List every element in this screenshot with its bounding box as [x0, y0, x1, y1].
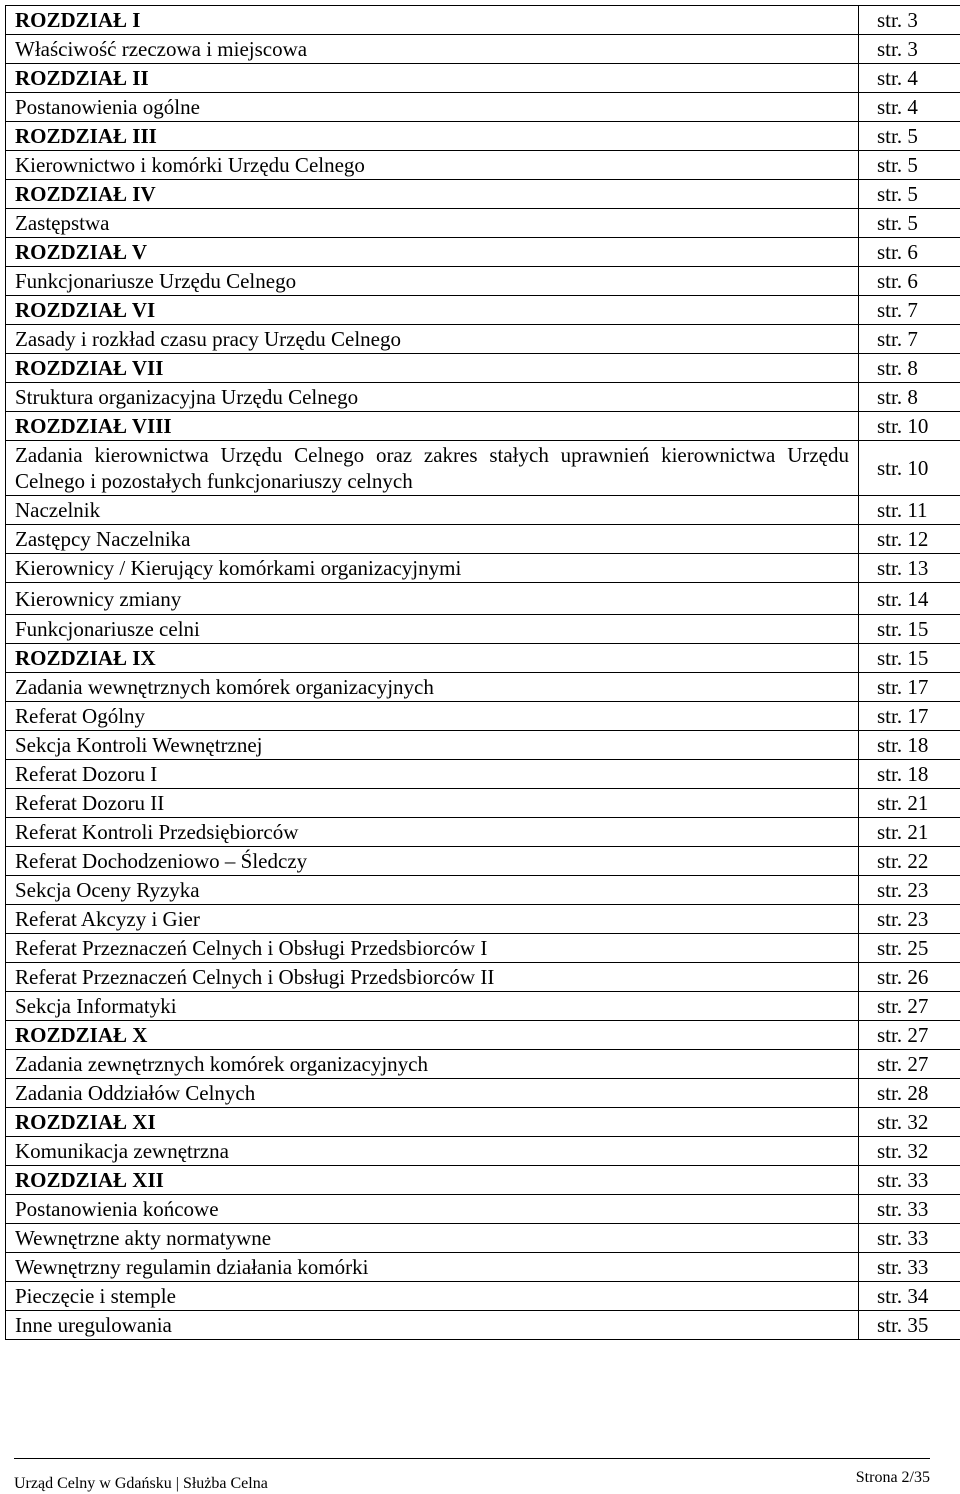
- toc-entry-page: str. 33: [859, 1253, 960, 1282]
- toc-row: [6, 876, 960, 905]
- toc-entry-title: ROZDZIAŁ III: [6, 122, 859, 151]
- toc-entry-title: Referat Dozoru I: [6, 760, 859, 789]
- toc-entry-title: Postanowienia końcowe: [6, 1195, 859, 1224]
- toc-row: [6, 702, 960, 731]
- toc-entry-page: str. 28: [859, 1079, 960, 1108]
- toc-row: [6, 325, 960, 354]
- toc-entry-page: str. 15: [859, 644, 960, 673]
- toc-row: [6, 209, 960, 238]
- toc-entry-title: ROZDZIAŁ II: [6, 64, 859, 93]
- toc-entry-title: Zastępstwa: [6, 209, 859, 238]
- toc-entry-page: str. 21: [859, 789, 960, 818]
- toc-row: [6, 1282, 960, 1311]
- toc-entry-title: Struktura organizacyjna Urzędu Celnego: [6, 383, 859, 412]
- toc-entry-page: str. 27: [859, 1021, 960, 1050]
- footer-office-name: Urząd Celny w Gdańsku | Służba Celna: [14, 1475, 268, 1492]
- toc-entry-title: ROZDZIAŁ I: [6, 6, 859, 35]
- toc-chapter-row: [6, 412, 960, 441]
- toc-row: [6, 1050, 960, 1079]
- toc-entry-page: str. 7: [859, 296, 960, 325]
- toc-entry-title: Funkcjonariusze Urzędu Celnego: [6, 267, 859, 296]
- toc-chapter-row: [6, 354, 960, 383]
- toc-entry-page: str. 34: [859, 1282, 960, 1311]
- toc-row: [6, 760, 960, 789]
- toc-body: [6, 6, 960, 1340]
- toc-entry-title: Pieczęcie i stemple: [6, 1282, 859, 1311]
- toc-entry-title: Wewnętrzne akty normatywne: [6, 1224, 859, 1253]
- toc-entry-title: ROZDZIAŁ VI: [6, 296, 859, 325]
- toc-entry-page: str. 23: [859, 905, 960, 934]
- toc-entry-page: str. 27: [859, 992, 960, 1021]
- toc-row: [6, 963, 960, 992]
- toc-row: [6, 496, 960, 525]
- toc-row: [6, 731, 960, 760]
- toc-entry-page: str. 15: [859, 615, 960, 644]
- toc-entry-page: str. 10: [859, 412, 960, 441]
- toc-row: [6, 525, 960, 554]
- toc-entry-page: str. 18: [859, 760, 960, 789]
- toc-entry-title: Referat Kontroli Przedsiębiorców: [6, 818, 859, 847]
- toc-entry-page: str. 8: [859, 383, 960, 412]
- toc-entry-title: Kierownicy / Kierujący komórkami organizacyjnymi: [6, 554, 859, 583]
- toc-entry-page: str. 5: [859, 209, 960, 238]
- toc-entry-title: ROZDZIAŁ XII: [6, 1166, 859, 1195]
- toc-chapter-row: [6, 122, 960, 151]
- toc-entry-title: Zasady i rozkład czasu pracy Urzędu Celnego: [6, 325, 859, 354]
- toc-entry-page: str. 11: [859, 496, 960, 525]
- toc-chapter-row: [6, 296, 960, 325]
- toc-entry-page: str. 5: [859, 122, 960, 151]
- toc-entry-page: str. 12: [859, 525, 960, 554]
- toc-entry-page: str. 6: [859, 267, 960, 296]
- toc-row: [6, 151, 960, 180]
- toc-entry-title: Sekcja Kontroli Wewnętrznej: [6, 731, 859, 760]
- toc-entry-title: Referat Dozoru II: [6, 789, 859, 818]
- toc-entry-page: str. 21: [859, 818, 960, 847]
- toc-chapter-row: [6, 64, 960, 93]
- toc-row: [6, 93, 960, 122]
- toc-entry-title: ROZDZIAŁ XI: [6, 1108, 859, 1137]
- toc-entry-page: str. 3: [859, 35, 960, 64]
- page-footer: [14, 1458, 930, 1492]
- footer-page-number: Strona 2/35: [855, 1469, 930, 1486]
- toc-entry-title: ROZDZIAŁ VII: [6, 354, 859, 383]
- toc-row: [6, 818, 960, 847]
- toc-entry-page: str. 8: [859, 354, 960, 383]
- toc-entry-page: str. 18: [859, 731, 960, 760]
- toc-entry-title: Sekcja Oceny Ryzyka: [6, 876, 859, 905]
- toc-entry-page: str. 5: [859, 180, 960, 209]
- toc-row: [6, 583, 960, 615]
- toc-entry-title: Kierownicy zmiany: [6, 583, 859, 615]
- toc-entry-page: str. 4: [859, 64, 960, 93]
- toc-entry-title: ROZDZIAŁ VIII: [6, 412, 859, 441]
- toc-row: [6, 1311, 960, 1340]
- toc-entry-page: str. 13: [859, 554, 960, 583]
- toc-chapter-row: [6, 1166, 960, 1195]
- toc-entry-page: str. 14: [859, 583, 960, 615]
- toc-entry-title: ROZDZIAŁ IV: [6, 180, 859, 209]
- toc-row: [6, 1079, 960, 1108]
- toc-row: [6, 267, 960, 296]
- toc-entry-title: Zadania Oddziałów Celnych: [6, 1079, 859, 1108]
- toc-entry-title: Komunikacja zewnętrzna: [6, 1137, 859, 1166]
- toc-entry-page: str. 32: [859, 1108, 960, 1137]
- toc-row: [6, 934, 960, 963]
- toc-row: [6, 1224, 960, 1253]
- toc-entry-page: str. 4: [859, 93, 960, 122]
- toc-entry-page: str. 33: [859, 1195, 960, 1224]
- toc-entry-page: str. 6: [859, 238, 960, 267]
- toc-entry-page: str. 26: [859, 963, 960, 992]
- toc-entry-title: Referat Akcyzy i Gier: [6, 905, 859, 934]
- toc-entry-title: Funkcjonariusze celni: [6, 615, 859, 644]
- toc-entry-title: Referat Ogólny: [6, 702, 859, 731]
- table-of-contents: [5, 5, 960, 1340]
- toc-entry-title: Referat Przeznaczeń Celnych i Obsługi Przedsbiorców II: [6, 963, 859, 992]
- toc-entry-title: Właściwość rzeczowa i miejscowa: [6, 35, 859, 64]
- toc-entry-title: Zastępcy Naczelnika: [6, 525, 859, 554]
- toc-chapter-row: [6, 180, 960, 209]
- toc-entry-page: str. 27: [859, 1050, 960, 1079]
- toc-row: [6, 1253, 960, 1282]
- toc-entry-title: Postanowienia ogólne: [6, 93, 859, 122]
- toc-entry-title: ROZDZIAŁ X: [6, 1021, 859, 1050]
- toc-entry-title: Inne uregulowania: [6, 1311, 859, 1340]
- toc-entry-title: Sekcja Informatyki: [6, 992, 859, 1021]
- toc-entry-page: str. 35: [859, 1311, 960, 1340]
- toc-entry-title: Zadania zewnętrznych komórek organizacyjnych: [6, 1050, 859, 1079]
- toc-entry-title: ROZDZIAŁ IX: [6, 644, 859, 673]
- toc-entry-page: str. 17: [859, 702, 960, 731]
- toc-row: [6, 847, 960, 876]
- toc-entry-page: str. 33: [859, 1224, 960, 1253]
- toc-entry-title: Referat Dochodzeniowo – Śledczy: [6, 847, 859, 876]
- toc-row: [6, 1195, 960, 1224]
- toc-entry-page: str. 3: [859, 6, 960, 35]
- toc-entry-page: str. 22: [859, 847, 960, 876]
- toc-entry-page: str. 23: [859, 876, 960, 905]
- toc-entry-page: str. 10: [859, 441, 960, 496]
- toc-row: [6, 615, 960, 644]
- toc-entry-page: str. 33: [859, 1166, 960, 1195]
- toc-chapter-row: [6, 1021, 960, 1050]
- toc-row: [6, 992, 960, 1021]
- toc-chapter-row: [6, 238, 960, 267]
- toc-entry-page: str. 25: [859, 934, 960, 963]
- toc-row: [6, 789, 960, 818]
- toc-chapter-row: [6, 6, 960, 35]
- toc-chapter-row: [6, 1108, 960, 1137]
- toc-entry-page: str. 32: [859, 1137, 960, 1166]
- toc-entry-title: Kierownictwo i komórki Urzędu Celnego: [6, 151, 859, 180]
- toc-entry-title: Zadania wewnętrznych komórek organizacyjnych: [6, 673, 859, 702]
- toc-entry-page: str. 7: [859, 325, 960, 354]
- toc-entry-title: Wewnętrzny regulamin działania komórki: [6, 1253, 859, 1282]
- toc-row: [6, 905, 960, 934]
- toc-row: [6, 673, 960, 702]
- toc-row: [6, 554, 960, 583]
- toc-entry-title: Zadania kierownictwa Urzędu Celnego oraz zakres stałych uprawnień kierownictwa Urzędu Celnego i pozostałych funkcjonariuszy celnych: [6, 441, 859, 496]
- toc-row: [6, 441, 960, 496]
- toc-entry-title: ROZDZIAŁ V: [6, 238, 859, 267]
- toc-entry-title: Naczelnik: [6, 496, 859, 525]
- toc-chapter-row: [6, 644, 960, 673]
- toc-entry-title: Referat Przeznaczeń Celnych i Obsługi Przedsbiorców I: [6, 934, 859, 963]
- toc-row: [6, 383, 960, 412]
- toc-row: [6, 35, 960, 64]
- toc-row: [6, 1137, 960, 1166]
- toc-entry-page: str. 5: [859, 151, 960, 180]
- toc-entry-page: str. 17: [859, 673, 960, 702]
